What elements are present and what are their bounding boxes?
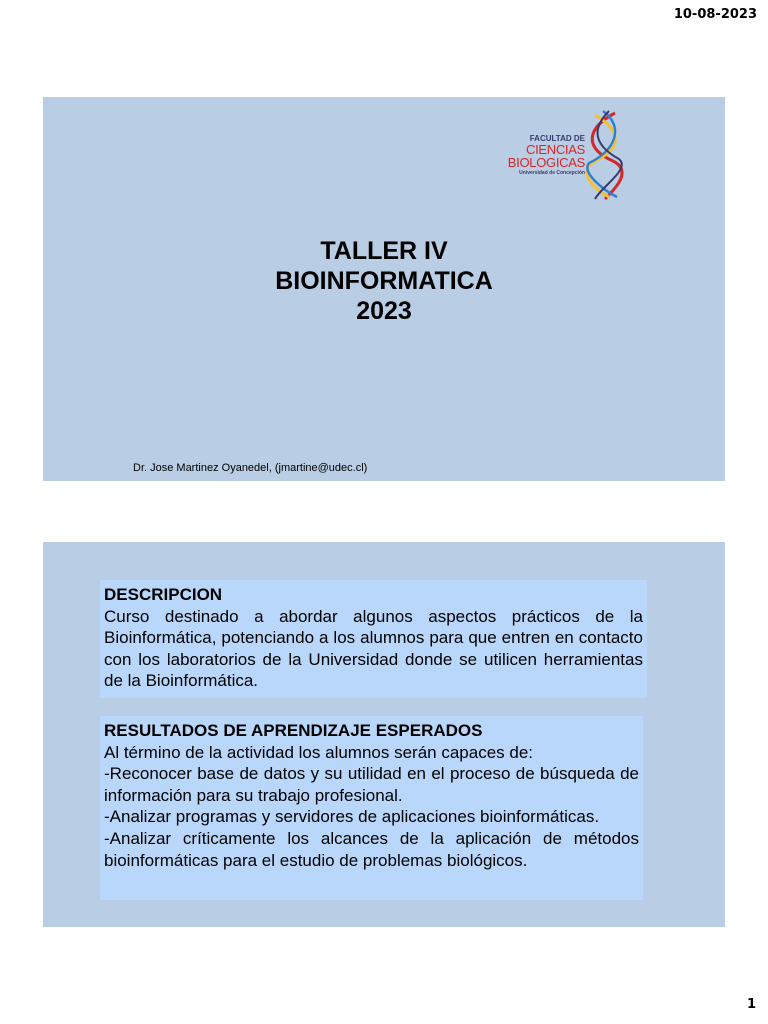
page-number: 1 — [746, 997, 756, 1012]
resultados-box — [100, 716, 643, 900]
logo-line-2: CIENCIAS — [525, 142, 585, 157]
page-date: 10-08-2023 — [673, 7, 757, 22]
title-line-1: TALLER IV — [320, 237, 448, 265]
logo-line-1: FACULTAD DE — [529, 134, 585, 143]
content-slide — [43, 542, 725, 927]
resultados-heading: RESULTADOS DE APRENDIZAJE ESPERADOS — [104, 721, 483, 740]
descripcion-heading: DESCRIPCION — [104, 585, 223, 604]
descripcion-box — [100, 580, 647, 698]
title-line-3: 2023 — [356, 297, 412, 325]
title-line-2: BIOINFORMATICA — [275, 267, 493, 295]
author-credit: Dr. Jose Martinez Oyanedel, (jmartine@udec.cl) — [133, 462, 368, 474]
dna-helix-icon — [575, 109, 635, 201]
resultado-item: -Analizar programas y servidores de aplicaciones bioinformáticas. — [104, 807, 600, 827]
logo-line-3: BIOLOGICAS — [507, 155, 585, 170]
resultado-item: -Analizar críticamente los alcances de la aplicación de métodos bioinformáticas para el estudio de problemas biológicos. — [104, 828, 639, 870]
slide-title — [43, 236, 725, 326]
resultados-intro: Al término de la actividad los alumnos serán capaces de: — [104, 742, 534, 762]
logo-line-4: Universidad de Concepción — [519, 170, 585, 176]
resultado-item: -Reconocer base de datos y su utilidad en el proceso de búsqueda de información para su trabajo profesional. — [104, 764, 639, 805]
faculty-logo — [495, 109, 635, 201]
descripcion-text: Curso destinado a abordar algunos aspectos prácticos de la Bioinformática, potenciando a los alumnos para que entren en contacto con los laboratorios de la Universidad donde se utilicen herramientas de la Bioinformática. — [104, 606, 643, 691]
title-slide — [43, 97, 725, 481]
